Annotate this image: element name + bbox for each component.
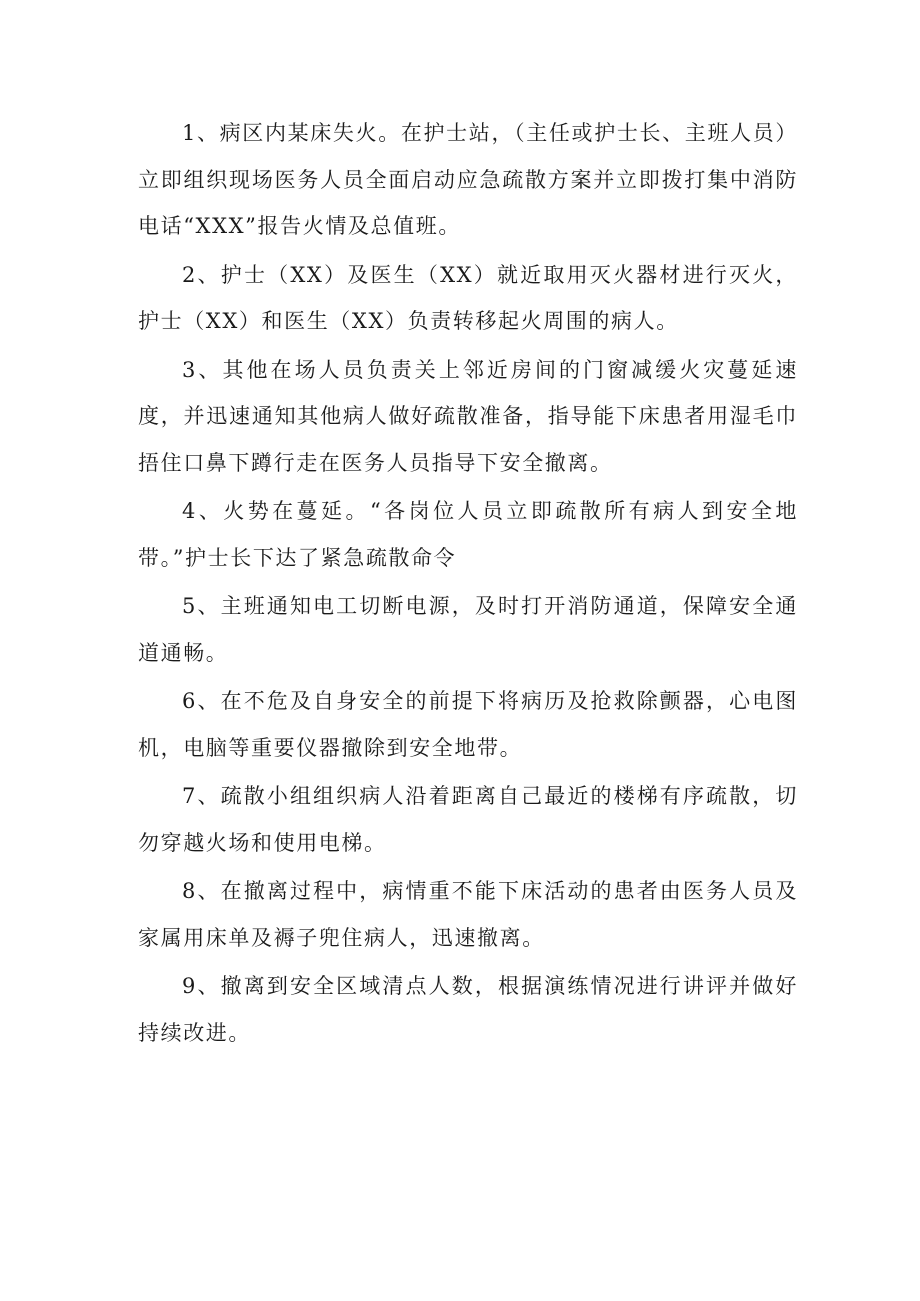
paragraph-step-4: 4、火势在蔓延。“各岗位人员立即疏散所有病人到安全地带。”护士长下达了紧急疏散命令 [138, 499, 798, 570]
paragraph-step-2: 2、护士（XX）及医生（XX）就近取用灭火器材进行灭火，护士（XX）和医生（XX）负责转移起火周围的病人。 [138, 262, 798, 333]
paragraph-step-9: 9、撤离到安全区域清点人数，根据演练情况进行讲评并做好持续改进。 [138, 974, 798, 1045]
document-body [138, 110, 798, 1058]
paragraph-step-5: 5、主班通知电工切断电源，及时打开消防通道，保障安全通道通畅。 [138, 594, 798, 665]
paragraph-step-6: 6、在不危及自身安全的前提下将病历及抢救除颤器，心电图机，电脑等重要仪器撤除到安全地带。 [138, 689, 798, 760]
paragraph-step-8: 8、在撤离过程中，病情重不能下床活动的患者由医务人员及家属用床单及褥子兜住病人，迅速撤离。 [138, 879, 798, 950]
paragraph-step-3: 3、其他在场人员负责关上邻近房间的门窗减缓火灾蔓延速度，并迅速通知其他病人做好疏散准备，指导能下床患者用湿毛巾捂住口鼻下蹲行走在医务人员指导下安全撤离。 [138, 357, 798, 475]
paragraph-step-7: 7、疏散小组组织病人沿着距离自己最近的楼梯有序疏散，切勿穿越火场和使用电梯。 [138, 784, 798, 855]
paragraph-step-1: 1、病区内某床失火。在护士站，（主任或护士长、主班人员）立即组织现场医务人员全面启动应急疏散方案并立即拨打集中消防电话“XXX”报告火情及总值班。 [138, 121, 798, 238]
